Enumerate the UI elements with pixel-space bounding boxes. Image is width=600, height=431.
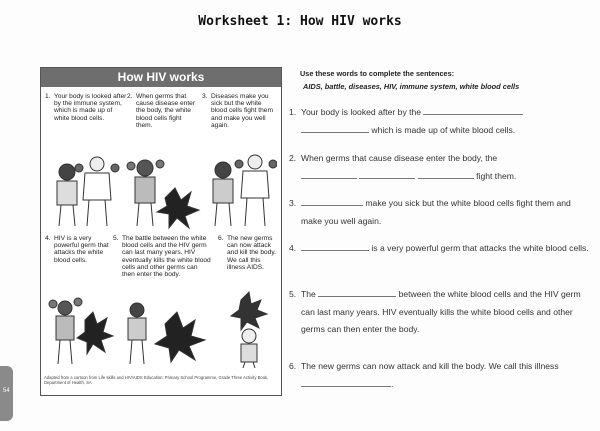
answer-blank[interactable] [301, 170, 357, 179]
step-number: 3. [202, 93, 208, 100]
instructions: Use these words to complete the sentences: [300, 69, 455, 78]
comic-illustration-bottom [45, 290, 277, 368]
question-number: 1. [289, 107, 297, 117]
word-bank: AIDS, battle, diseases, HIV, immune system, white blood cells [303, 82, 520, 91]
answer-blank[interactable] [301, 378, 394, 389]
question-text-before: When germs that cause disease enter the body, the [301, 153, 498, 163]
question-5 [289, 286, 589, 346]
question-number: 2. [289, 153, 297, 163]
answer-blank[interactable] [359, 170, 415, 179]
answer-blank[interactable] [318, 288, 396, 297]
step-text: When germs that cause disease enter the body, the white blood cells fight them. [136, 93, 196, 129]
answer-blank[interactable] [301, 197, 363, 206]
step-number: 4. [45, 235, 51, 242]
step-number: 1. [45, 93, 51, 100]
step-text: HIV is a very powerful germ that attacks the white blood cells. [54, 235, 109, 264]
step-number: 6. [218, 235, 224, 242]
question-text-after: is a very powerful germ that attacks the white blood cells. [371, 243, 589, 253]
page-number: 54 [3, 388, 10, 394]
step-text: The battle between the white blood cells and the HIV germ can last many years. HIV eventually kills the white blood cells and other germs can then enter the body. [122, 235, 211, 279]
question-number: 4. [289, 243, 297, 253]
question-text-before: The [301, 289, 316, 299]
question-text-after: . [391, 378, 394, 389]
source-credit: Adapted from a cartoon from Life skills and HIV/AIDS Education: Primary School Programme, Grade Three Activity Book, Department of Health, SA [44, 375, 269, 385]
comic-panel [40, 67, 282, 396]
question-text-after: which is made up of white blood cells. [371, 124, 516, 135]
question-number: 3. [289, 198, 297, 208]
comic-illustration-top [45, 148, 277, 230]
answer-blank[interactable] [418, 170, 474, 179]
step-text: Diseases make you sick but the white blood cells fight them and make you well again. [211, 93, 273, 129]
question-text-after: make you sick but the white blood cells fight them and make you well again. [301, 198, 571, 226]
question-2 [289, 150, 589, 186]
question-number: 5. [289, 289, 297, 299]
question-number: 6. [289, 361, 297, 371]
worksheet-title: Worksheet 1: How HIV works [198, 14, 402, 29]
step-text: The new germs can now attack and kill the body. We call this illness AIDS. [227, 235, 276, 271]
question-text-before: The new germs can now attack and kill the body. We call this illness [301, 361, 559, 371]
page-tab [0, 366, 13, 421]
answer-blank[interactable] [423, 106, 523, 115]
step-number: 2. [127, 93, 133, 100]
question-6 [289, 358, 589, 394]
question-4 [289, 240, 589, 276]
question-text-before: Your body is looked after by the [301, 107, 422, 117]
question-text-after: between the white blood cells and the HIV germ can last many years. HIV eventually kills the white blood cells and other germs can then enter the body. [301, 289, 581, 334]
step-text: Your body is looked after by the immune system, which is made up of white blood cells. [54, 93, 127, 122]
panel-heading: How HIV works [41, 68, 281, 87]
question-1 [289, 104, 589, 140]
step-number: 5. [113, 235, 119, 242]
question-text-after: fight them. [476, 170, 517, 181]
answer-blank[interactable] [301, 124, 369, 133]
question-3 [289, 195, 589, 231]
answer-blank[interactable] [301, 242, 369, 251]
